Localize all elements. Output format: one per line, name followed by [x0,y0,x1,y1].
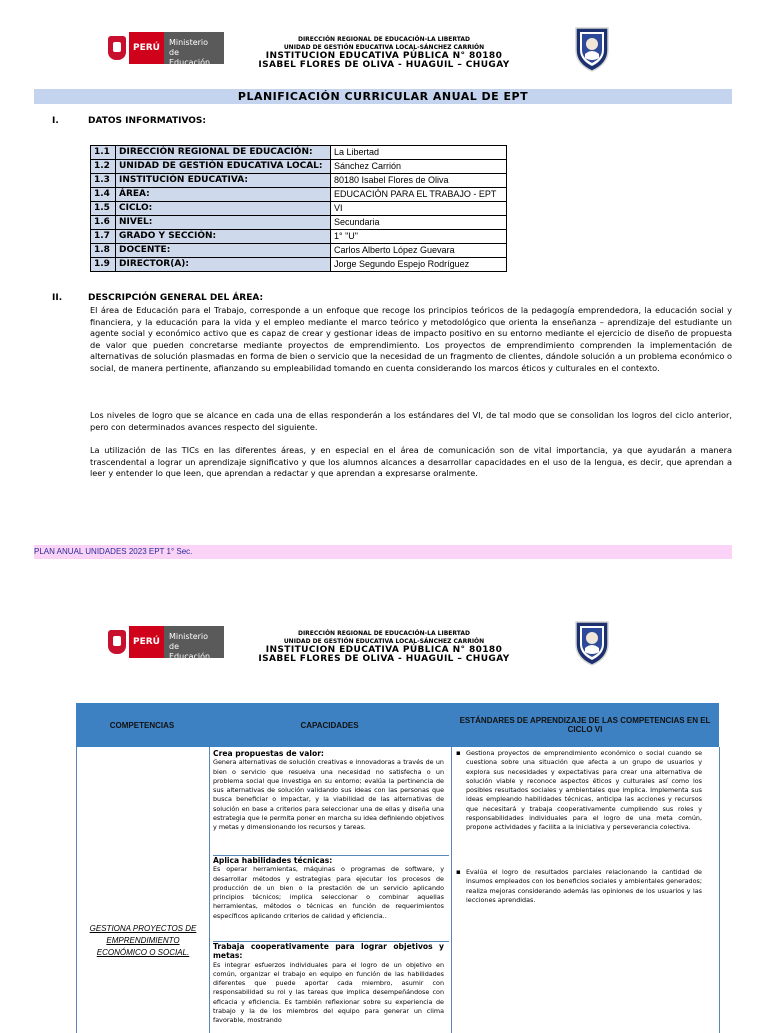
info-num: 1.5 [91,202,116,216]
info-num: 1.1 [91,146,116,160]
capacidad-1-desc: Genera alternativas de solución creativas e innovadoras a través de un bien o servicio que resuelva una necesidad no satisfecha o un problema social que investiga en su entorno; evalúa la pertinencia de sus alternativas de solución validando sus ideas con las personas que busca beneficiar o impactar, y la viabilidad de las alternativas de solución en base a criterios para seleccionar una de ellas y diseña una estrategia que le permita poner en marcha su idea definiendo objetivos y metas y dimensionando los recursos y tareas. [213,758,444,832]
info-value: 80180 Isabel Flores de Oliva [331,174,507,188]
section1-number: I. [52,116,59,126]
info-value: Sánchez Carrión [331,160,507,174]
estandar-2-text: Evalúa el logro de resultados parciales relacionando la cantidad de insumos empleados con los beneficios sociales y ambientales generados; realiza mejoras considerando además las opiniones de los usuarios y las lecciones aprendidas. [466,868,702,904]
info-num: 1.8 [91,244,116,258]
info-row [91,160,507,174]
info-table [90,145,507,272]
header-line4: ISABEL FLORES DE OLIVA - HUAGUIL – CHUGAY [258,654,510,664]
paragraph-3: La utilización de las TICs en las diferentes áreas, y en especial en el área de comunicación son de vital importancia, ya que ayudarán a manera trascendental a lograr un aprendizaje significativo y que los alumnos alcances a desarrollar capacidades en el uso de la lengua, es decir, que aprendan a leer y entender lo que leen, que aprendan a redactar y que aprendan a expresarse oralmente. [90,445,732,479]
info-key: CICLO: [116,202,331,216]
school-crest-icon [574,618,610,666]
plan-anual-bar: PLAN ANUAL UNIDADES 2023 EPT 1° Sec. [34,545,732,559]
logo-ministry-line2: de Educación [168,48,211,67]
info-value: VI [331,202,507,216]
info-value: EDUCACIÓN PARA EL TRABAJO - EPT [331,188,507,202]
info-key: ÁREA: [116,188,331,202]
section2-number: II. [52,293,63,303]
info-key: NIVEL: [116,216,331,230]
logo-ministry-line2: de Educación [168,642,211,661]
info-value: Secundaria [331,216,507,230]
info-num: 1.7 [91,230,116,244]
header-line3: INSTITUCION EDUCATIVA PÚBLICA N° 80180 [265,645,503,655]
logo-peru-text: PERÚ [129,32,164,64]
paragraph-1: El área de Educación para el Trabajo, corresponde a un enfoque que recoge los principios teóricos de la pedagogía emprendedora, la educación social y financiera, y la educación para la vida y el empleo mediante el marco teórico y metodológico que orienta la enseñanza – aprendizaje del estudiante un agente social y económico activo que es capaz de crear y gestionar ideas de impacto positivo en su entorno mediante el ejercicio de diseño de propuesta de valor que pueden concretarse mediante proyectos de emprendimiento. Los proyectos de emprendimiento comprenden la implementación de alternativas de solución plasmadas en forma de bien o servicio que la necesidad de un fragmento de clientes, dándole solución a un problema económico o social, de manera pertinente, afianzando su empleabilidad tomando en cuenta considerando los marcos éticos y culturales en el contexto. [90,305,732,373]
info-key: DIRECCIÓN REGIONAL DE EDUCACIÓN: [116,146,331,160]
competency-table-header [76,703,719,747]
competencia-name: GESTIONA PROYECTOS DE EMPRENDIMIENTO ECONÓMICO O SOCIAL. [89,924,197,957]
capacidades-cell [209,747,450,1033]
info-key: GRADO Y SECCIÓN: [116,230,331,244]
competencia-cell [76,747,210,1033]
estandares-cell [451,747,720,1033]
capacidad-2 [213,856,444,921]
info-row [91,244,507,258]
info-key: DIRECTOR(A): [116,258,331,272]
capacidad-2-title: Aplica habilidades técnicas: [213,856,333,865]
school-crest-icon [574,24,610,72]
peru-shield-icon [108,630,126,654]
info-row [91,258,507,272]
info-key: INSTITUCIÓN EDUCATIVA: [116,174,331,188]
header-line1: DIRECCIÓN REGIONAL DE EDUCACIÓN-LA LIBERTAD [297,630,471,637]
info-num: 1.9 [91,258,116,272]
header-capacidades: CAPACIDADES [300,720,359,730]
bullet-icon: ▪ [456,749,461,757]
estandar-1-text: Gestiona proyectos de emprendimiento económico o social cuando se cuestiona sobre una situación que afecta a un grupo de usuarios y explora sus necesidades y expectativas para crear una alternativa de solución viable y reconoce aspectos éticos y culturales así como los posibles resultados sociales y ambientales que implica. Implementa sus ideas empleando habilidades técnicas, anticipa las acciones y recursos que necesitará y trabaja cooperativamente cumpliendo sus roles y responsabilidades individuales para el logro de una meta común, propone actividades y facilita a la iniciativa y perseverancia colectiva. [466,749,702,832]
info-value: 1° "U" [331,230,507,244]
info-row [91,216,507,230]
estandar-1 [456,749,702,833]
info-row [91,188,507,202]
capacidad-1-title: Crea propuestas de valor: [213,749,324,758]
school-header-2 [200,629,568,664]
header-estandares: ESTÁNDARES DE APRENDIZAJE DE LAS COMPETENCIAS EN EL CICLO VI [459,716,711,734]
info-key: UNIDAD DE GESTIÓN EDUCATIVA LOCAL: [116,160,331,174]
info-key: DOCENTE: [116,244,331,258]
logo-ministry-line1: Ministerio [168,632,209,641]
estandar-2 [456,868,702,905]
info-value: La Libertad [331,146,507,160]
header-competencias: COMPETENCIAS [109,720,175,730]
info-row [91,202,507,216]
competency-table [76,703,719,1033]
peru-shield-icon [108,36,126,60]
paragraph-2: Los niveles de logro que se alcance en cada una de ellas responderán a los estándares del VI, de tal modo que se consolidan los logros del ciclo anterior, pero con determinados avances respecto del siguiente. [90,410,732,432]
logo-ministry-line1: Ministerio [168,38,209,47]
capacidad-1 [213,749,444,833]
info-num: 1.3 [91,174,116,188]
info-num: 1.4 [91,188,116,202]
header-line2: UNIDAD DE GESTIÓN EDUCATIVA LOCAL-SÁNCHEZ CARRIÓN [283,44,485,51]
info-num: 1.2 [91,160,116,174]
header-line2: UNIDAD DE GESTIÓN EDUCATIVA LOCAL-SÁNCHEZ CARRIÓN [283,638,485,645]
info-row [91,146,507,160]
bullet-icon: ▪ [456,868,461,876]
section2-title: DESCRIPCIÓN GENERAL DEL ÁREA: [88,293,264,303]
logo-peru-text: PERÚ [129,626,164,658]
capacidad-3-desc: Es integrar esfuerzos individuales para el logro de un objetivo en común, organizar el trabajo en equipo en función de las habilidades diferentes que puede aportar cada miembro, asumir con responsabilidad su rol y las tareas que implica desempeñándose con eficacia y eficiencia. Es también reflexionar sobre su experiencia de trabajo y la de los miembros del equipo para generar un clima favorable, mostrando [213,960,444,1025]
info-row [91,174,507,188]
info-value: Carlos Alberto López Guevara [331,244,507,258]
info-value: Jorge Segundo Espejo Rodríguez [331,258,507,272]
info-num: 1.6 [91,216,116,230]
capacidad-3-title: Trabaja cooperativamente para lograr objetivos y metas: [213,942,444,961]
info-row [91,230,507,244]
capacidad-3 [213,942,444,1026]
header-line1: DIRECCIÓN REGIONAL DE EDUCACIÓN-LA LIBERTAD [297,36,471,43]
capacidad-2-desc: Es operar herramientas, máquinas o programas de software, y desarrollar métodos y estrategias para ejecutar los procesos de producción de un bien o la prestación de un servicio aplicando principios técnicos; implica seleccionar o combinar aquellas herramientas, métodos o técnicas en función de requerimientos específicos aplicando criterios de calidad y eficiencia.. [213,865,444,920]
page-title: PLANIFICACIÓN CURRICULAR ANUAL DE EPT [34,89,732,104]
header-line3: INSTITUCION EDUCATIVA PÚBLICA N° 80180 [265,51,503,61]
header-line4: ISABEL FLORES DE OLIVA - HUAGUIL – CHUGAY [258,60,510,70]
school-header [200,35,568,70]
section1-title: DATOS INFORMATIVOS: [88,116,207,126]
